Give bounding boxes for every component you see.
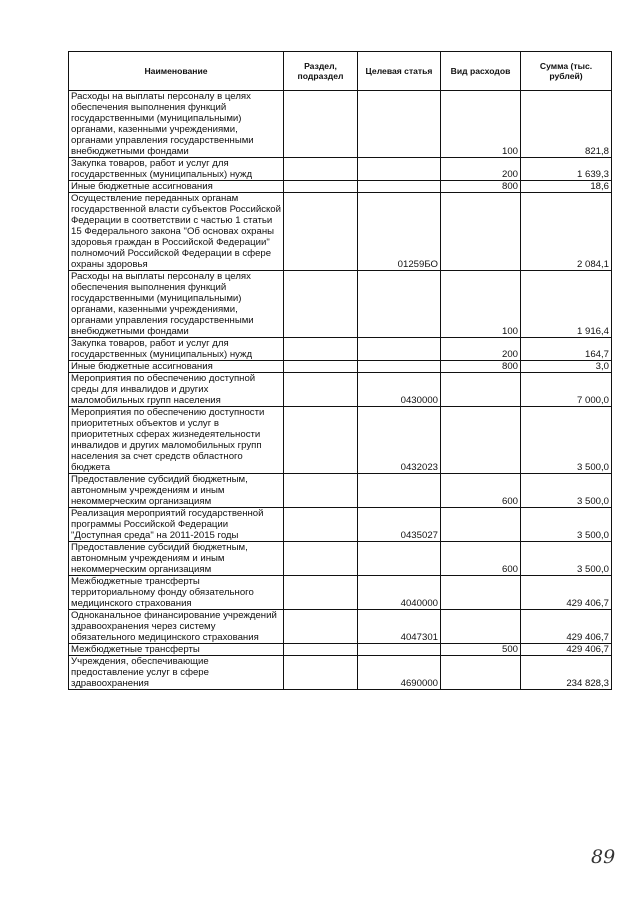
cell-name: Предоставление субсидий бюджетным, автономным учреждениям и иным некоммерческим организациям xyxy=(69,474,284,508)
header-section: Раздел, подраздел xyxy=(284,52,358,91)
cell-name: Иные бюджетные ассигнования xyxy=(69,181,284,193)
cell-amount: 429 406,7 xyxy=(521,576,612,610)
header-target: Целевая статья xyxy=(358,52,441,91)
table-row xyxy=(69,474,612,508)
cell-target: 0430000 xyxy=(358,373,441,407)
cell-section xyxy=(284,407,358,474)
cell-name: Предоставление субсидий бюджетным, автономным учреждениям и иным некоммерческим организациям xyxy=(69,542,284,576)
cell-amount: 18,6 xyxy=(521,181,612,193)
cell-section xyxy=(284,361,358,373)
cell-name: Иные бюджетные ассигнования xyxy=(69,361,284,373)
cell-amount: 3 500,0 xyxy=(521,542,612,576)
table-row xyxy=(69,508,612,542)
cell-name: Реализация мероприятий государственной программы Российской Федерации "Доступная среда" на 2011-2015 годы xyxy=(69,508,284,542)
cell-target: 4047301 xyxy=(358,610,441,644)
table-header-row xyxy=(69,52,612,91)
cell-amount: 1 639,3 xyxy=(521,158,612,181)
cell-section xyxy=(284,373,358,407)
header-amount: Сумма (тыс. рублей) xyxy=(521,52,612,91)
cell-expense: 200 xyxy=(441,338,521,361)
table-row xyxy=(69,644,612,656)
page-number: 89 xyxy=(591,846,616,868)
table-row xyxy=(69,373,612,407)
cell-name: Мероприятия по обеспечению доступной среды для инвалидов и других маломобильных групп населения xyxy=(69,373,284,407)
table-row xyxy=(69,361,612,373)
cell-amount: 3 500,0 xyxy=(521,508,612,542)
cell-name: Мероприятия по обеспечению доступности приоритетных объектов и услуг в приоритетных сферах жизнедеятельности инвалидов и других маломобильных групп населения за счет средств областного бюджета xyxy=(69,407,284,474)
cell-amount: 2 084,1 xyxy=(521,193,612,271)
cell-target: 4690000 xyxy=(358,656,441,690)
cell-target xyxy=(358,158,441,181)
cell-name: Учреждения, обеспечивающие предоставление услуг в сфере здравоохранения xyxy=(69,656,284,690)
cell-expense xyxy=(441,373,521,407)
cell-target xyxy=(358,91,441,158)
cell-section xyxy=(284,181,358,193)
cell-amount: 3 500,0 xyxy=(521,407,612,474)
cell-expense xyxy=(441,656,521,690)
cell-expense: 600 xyxy=(441,474,521,508)
cell-amount: 429 406,7 xyxy=(521,610,612,644)
cell-amount: 821,8 xyxy=(521,91,612,158)
table-row xyxy=(69,181,612,193)
cell-name: Закупка товаров, работ и услуг для государственных (муниципальных) нужд xyxy=(69,158,284,181)
cell-expense: 100 xyxy=(441,91,521,158)
cell-expense xyxy=(441,508,521,542)
table-row xyxy=(69,610,612,644)
cell-target xyxy=(358,361,441,373)
cell-expense: 200 xyxy=(441,158,521,181)
cell-expense: 800 xyxy=(441,181,521,193)
header-name: Наименование xyxy=(69,52,284,91)
cell-name: Межбюджетные трансферты xyxy=(69,644,284,656)
cell-section xyxy=(284,193,358,271)
cell-expense: 800 xyxy=(441,361,521,373)
cell-target xyxy=(358,338,441,361)
cell-expense xyxy=(441,407,521,474)
table-row xyxy=(69,407,612,474)
cell-target xyxy=(358,181,441,193)
table-row xyxy=(69,271,612,338)
cell-target xyxy=(358,271,441,338)
cell-name: Расходы на выплаты персоналу в целях обеспечения выполнения функций государственными (муниципальными) органами, казенными учреждениями, органами управления государственными внебюджетными фондами xyxy=(69,271,284,338)
cell-name: Закупка товаров, работ и услуг для государственных (муниципальных) нужд xyxy=(69,338,284,361)
cell-expense xyxy=(441,193,521,271)
cell-name: Расходы на выплаты персоналу в целях обеспечения выполнения функций государственными (муниципальными) органами, казенными учреждениями, органами управления государственными внебюджетными фондами xyxy=(69,91,284,158)
table-body xyxy=(69,91,612,690)
header-expense: Вид расходов xyxy=(441,52,521,91)
cell-section xyxy=(284,656,358,690)
cell-expense: 100 xyxy=(441,271,521,338)
table-row xyxy=(69,656,612,690)
cell-section xyxy=(284,91,358,158)
cell-target: 01259БО xyxy=(358,193,441,271)
table-row xyxy=(69,193,612,271)
table-row xyxy=(69,338,612,361)
cell-name: Осуществление переданных органам государственной власти субъектов Российской Федерации в соответствии с частью 1 статьи 15 Федерального закона "Об основах охраны здоровья граждан в Российской Федерации" полномочий Российской Федерации в сфере охраны здоровья xyxy=(69,193,284,271)
cell-expense: 600 xyxy=(441,542,521,576)
cell-section xyxy=(284,610,358,644)
cell-section xyxy=(284,474,358,508)
cell-section xyxy=(284,338,358,361)
cell-section xyxy=(284,508,358,542)
cell-expense: 500 xyxy=(441,644,521,656)
cell-section xyxy=(284,576,358,610)
cell-amount: 164,7 xyxy=(521,338,612,361)
cell-expense xyxy=(441,610,521,644)
cell-target xyxy=(358,474,441,508)
cell-target xyxy=(358,644,441,656)
cell-section xyxy=(284,271,358,338)
table-row xyxy=(69,542,612,576)
cell-amount: 3,0 xyxy=(521,361,612,373)
cell-name: Межбюджетные трансферты территориальному фонду обязательного медицинского страхования xyxy=(69,576,284,610)
cell-amount: 429 406,7 xyxy=(521,644,612,656)
table-row xyxy=(69,91,612,158)
budget-table xyxy=(68,51,612,690)
cell-target: 4040000 xyxy=(358,576,441,610)
cell-target: 0432023 xyxy=(358,407,441,474)
cell-target: 0435027 xyxy=(358,508,441,542)
cell-section xyxy=(284,158,358,181)
cell-amount: 234 828,3 xyxy=(521,656,612,690)
cell-name: Одноканальное финансирование учреждений здравоохранения через систему обязательного медицинского страхования xyxy=(69,610,284,644)
cell-section xyxy=(284,644,358,656)
cell-expense xyxy=(441,576,521,610)
table-row xyxy=(69,158,612,181)
table-row xyxy=(69,576,612,610)
cell-amount: 3 500,0 xyxy=(521,474,612,508)
cell-section xyxy=(284,542,358,576)
cell-amount: 1 916,4 xyxy=(521,271,612,338)
cell-target xyxy=(358,542,441,576)
cell-amount: 7 000,0 xyxy=(521,373,612,407)
